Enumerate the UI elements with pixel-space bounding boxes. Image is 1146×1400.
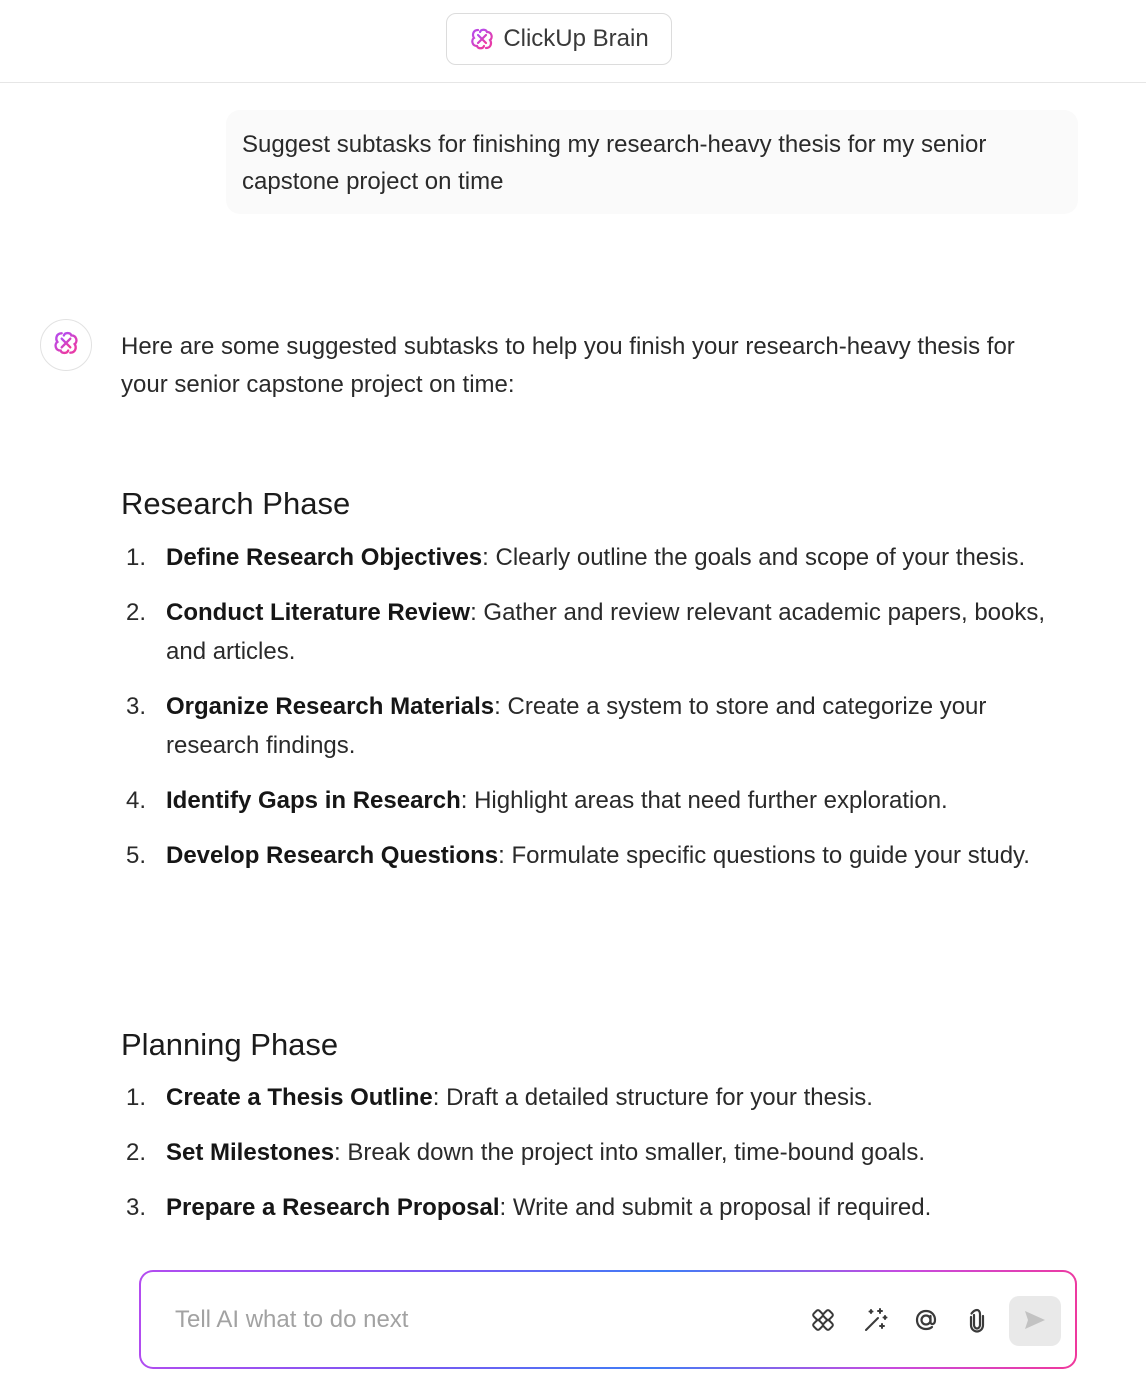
list-item: 5. Develop Research Questions: Formulate specific questions to guide your study.	[126, 842, 1030, 869]
list-item: 4. Identify Gaps in Research: Highlight areas that need further exploration.	[126, 787, 948, 814]
mention-icon[interactable]	[910, 1304, 942, 1336]
user-message: Suggest subtasks for finishing my research-heavy thesis for my senior capstone project on time	[226, 110, 1078, 214]
ai-avatar	[40, 319, 92, 371]
apps-icon[interactable]	[807, 1304, 839, 1336]
list-item: 2. Conduct Literature Review: Gather and review relevant academic papers, books, and articles.	[126, 599, 1046, 665]
list-item: 3. Organize Research Materials: Create a system to store and categorize your research findings.	[126, 693, 987, 759]
section-title-planning: Planning Phase	[121, 1027, 339, 1062]
section-title-research: Research Phase	[121, 486, 351, 521]
prompt-composer-inner	[141, 1272, 1075, 1367]
list-item: 3. Prepare a Research Proposal: Write and submit a proposal if required.	[126, 1194, 932, 1221]
prompt-input[interactable]	[175, 1300, 775, 1340]
brain-icon	[52, 329, 80, 362]
research-steps-list	[121, 538, 1061, 891]
send-icon	[1022, 1307, 1048, 1336]
app-header	[0, 0, 1146, 83]
send-button[interactable]	[1009, 1296, 1061, 1346]
brand-button[interactable]	[446, 13, 672, 65]
planning-steps-list	[121, 1078, 1061, 1243]
list-item: 1. Create a Thesis Outline: Draft a detailed structure for your thesis.	[126, 1084, 873, 1111]
brand-title: ClickUp Brain	[503, 25, 649, 52]
prompt-composer	[139, 1270, 1077, 1369]
list-item: 1. Define Research Objectives: Clearly outline the goals and scope of your thesis.	[126, 544, 1026, 571]
ai-intro-text: Here are some suggested subtasks to help you finish your research-heavy thesis for your senior capstone project on time:	[121, 333, 1015, 398]
brain-icon	[469, 26, 495, 52]
attachment-icon[interactable]	[961, 1304, 993, 1336]
magic-sparkle-icon[interactable]	[859, 1304, 891, 1336]
list-item: 2. Set Milestones: Break down the project into smaller, time-bound goals.	[126, 1139, 926, 1166]
